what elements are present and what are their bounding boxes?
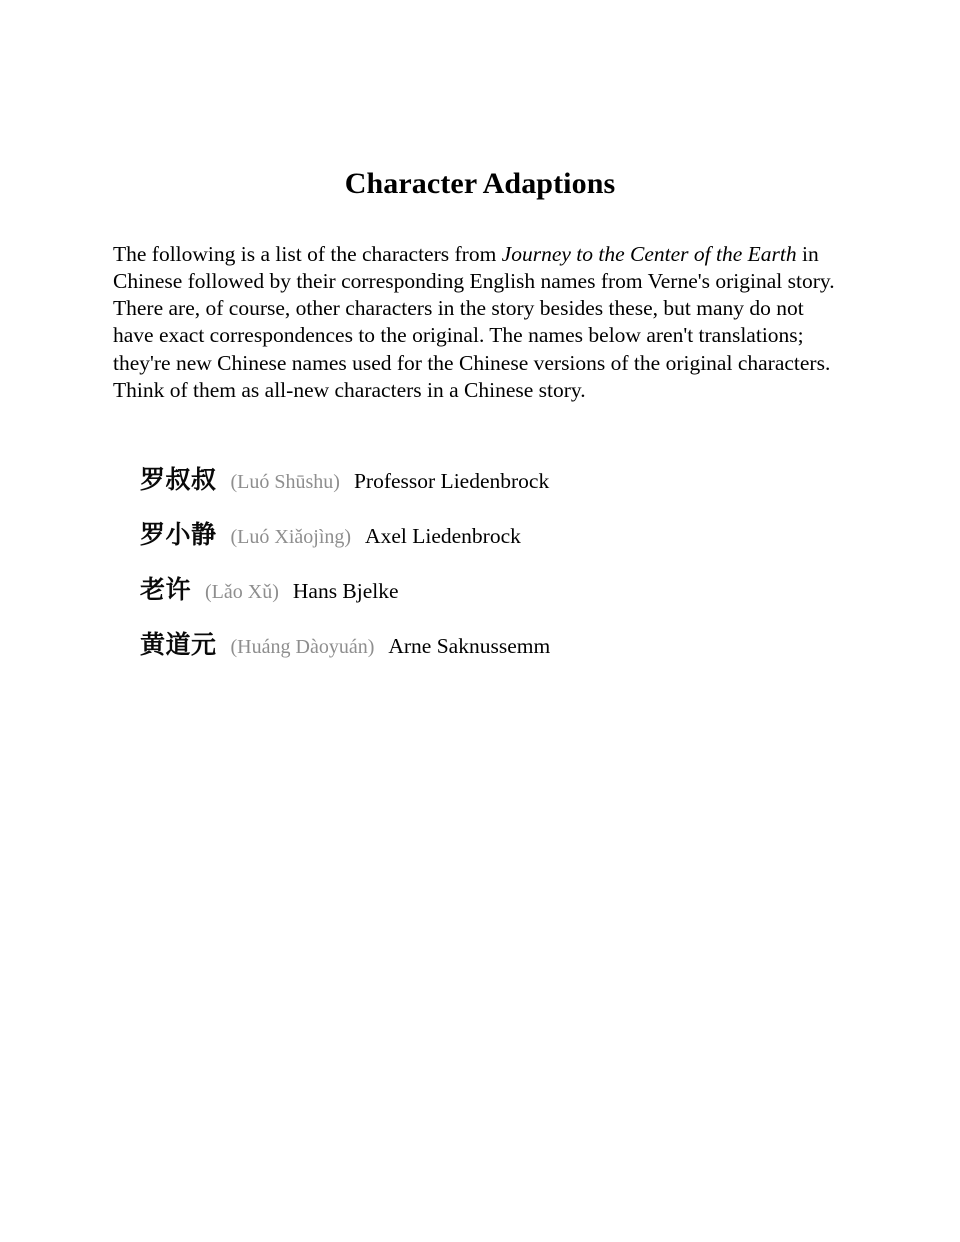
intro-paragraph <box>113 241 841 405</box>
character-list <box>140 452 900 672</box>
english-name: Hans Bjelke <box>292 579 399 603</box>
english-name: Professor Liedenbrock <box>353 469 550 493</box>
pinyin-reading: (Luó Xiǎojìng) <box>230 526 352 548</box>
page-title: Character Adaptions <box>344 167 616 201</box>
list-item <box>140 507 900 562</box>
pinyin-reading: (Lǎo Xǔ) <box>205 581 279 603</box>
chinese-name: 老许 <box>140 575 192 604</box>
chinese-name: 黄道元 <box>140 630 217 659</box>
english-name: Axel Liedenbrock <box>365 524 521 548</box>
intro-text-part1: The following is a list of the characters from <box>113 241 502 266</box>
list-item <box>140 452 900 507</box>
book-title-italic: Journey to the Center of the Earth <box>501 241 797 266</box>
list-item <box>140 562 900 617</box>
intro-text-part2: in Chinese followed by their corresponding English names from Verne's original story. There are, of course, other characters in the story besides these, but many do not have exact correspondences to the original. The names below aren't translations; they're new Chinese names used for the Chinese versions of the original characters. Think of them as all-new characters in a Chinese story. <box>113 241 835 402</box>
english-name: Arne Saknussemm <box>388 634 551 658</box>
list-item <box>140 617 900 672</box>
pinyin-reading: (Luó Shūshu) <box>230 471 340 493</box>
pinyin-reading: (Huáng Dàoyuán) <box>230 636 375 658</box>
chinese-name: 罗小静 <box>140 520 217 549</box>
chinese-name: 罗叔叔 <box>140 465 217 494</box>
